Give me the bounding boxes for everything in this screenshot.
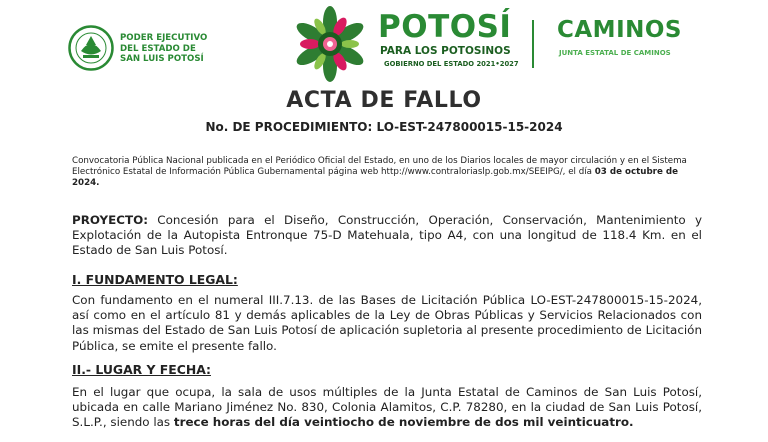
fundamento-paragraph: Con fundamento en el numeral III.7.13. de las Bases de Licitación Pública LO-EST-247800015-15-2024, así como en el artículo 81 y demás aplicables de la Ley de Obras Públicas y Servicios Relacionados con las mismas del Estado de San Luis Potosí de aplicación supletoria al presente procedimiento de Licitación Pública, se emite el presente fallo. xyxy=(72,293,702,353)
state-seal-icon xyxy=(68,25,114,71)
project-text: Concesión para el Diseño, Construcción, Operación, Conservación, Mantenimiento y Explotación de la Autopista Entronque 75-D Matehuala, tipo A4, con una longitud de 118.4 Km. en el Estado de San Luis Potosí. xyxy=(72,213,703,258)
potosi-wordmark: POTOSÍ xyxy=(378,9,512,45)
potosi-government-period: GOBIERNO DEL ESTADO 2021•2027 xyxy=(384,60,519,68)
section-heading-lugar-fecha: II.- LUGAR Y FECHA: xyxy=(72,362,211,377)
gov-line-3: SAN LUIS POTOSÍ xyxy=(120,54,204,64)
lugar-fecha-paragraph xyxy=(72,385,702,431)
project-label: PROYECTO: xyxy=(72,213,148,227)
government-name xyxy=(120,33,240,65)
lugar-fecha-time: trece horas del día veintiocho de noviembre de dos mil veinticuatro. xyxy=(173,415,634,430)
potosi-mosaic-logo-icon xyxy=(290,4,370,84)
letterhead xyxy=(0,0,768,92)
header-divider xyxy=(532,20,534,68)
gov-line-2: DEL ESTADO DE xyxy=(120,43,196,54)
gov-line-1: PODER EJECUTIVO xyxy=(120,33,208,43)
procedure-number: No. DE PROCEDIMIENTO: LO-EST-247800015-15-2024 xyxy=(205,120,563,134)
potosi-tagline: PARA LOS POTOSINOS xyxy=(380,45,511,57)
caminos-subtitle: JUNTA ESTATAL DE CAMINOS xyxy=(559,49,671,57)
convocatoria-date: 03 de octubre de 2024. xyxy=(72,167,678,188)
document-title: ACTA DE FALLO xyxy=(286,88,482,113)
section-heading-fundamento: I. FUNDAMENTO LEGAL: xyxy=(72,272,238,287)
convocatoria-paragraph xyxy=(72,156,704,189)
project-paragraph xyxy=(72,213,702,259)
lugar-fecha-text: En el lugar que ocupa, la sala de usos múltiples de la Junta Estatal de Caminos de San Luis Potosí, ubicada en calle Mariano Jiménez No. 830, Colonia Alamitos, C.P. 78280, en la ciudad de San Luis Potosí, S.L.P., siendo las xyxy=(72,385,702,430)
caminos-wordmark: CAMINOS xyxy=(557,17,682,43)
convocatoria-text: Convocatoria Pública Nacional publicada en el Periódico Oficial del Estado, en uno de los Diarios locales de mayor circulación y en el Sistema Electrónico Estatal de Información Pública Gubernamental página web http://www.contraloriaslp.gob.mx/SEEIPG/, el día xyxy=(72,156,687,177)
